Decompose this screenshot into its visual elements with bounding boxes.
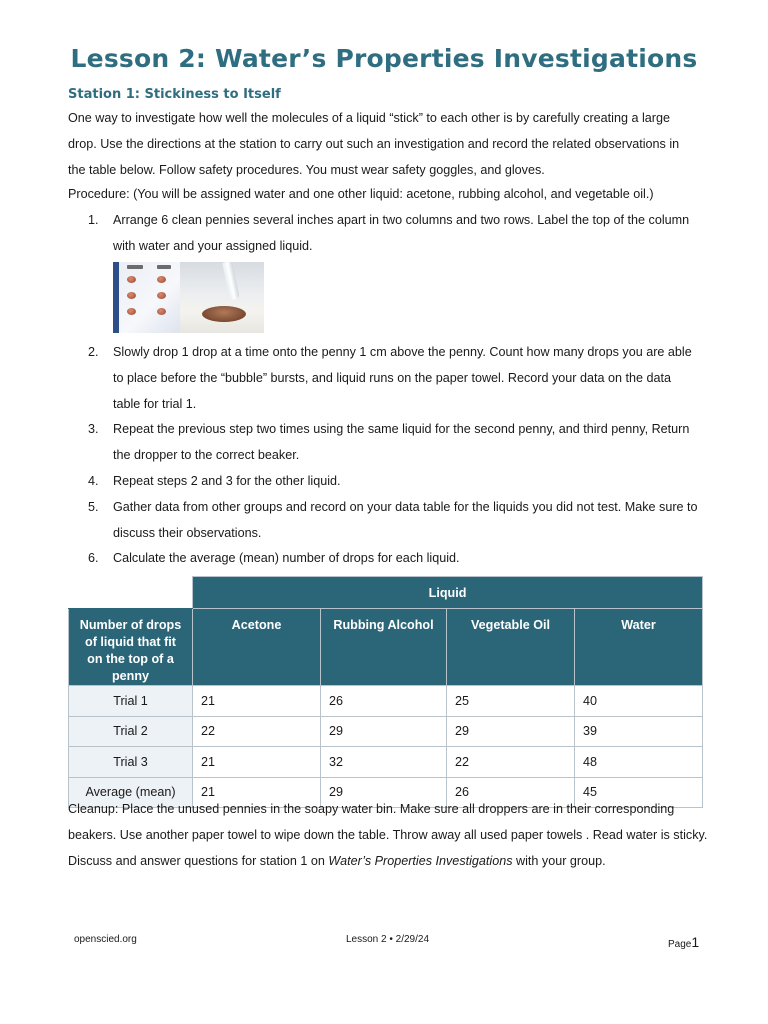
cleanup-italic-title: Water’s Properties Investigations [328,854,513,868]
table-cell: 48 [575,747,703,778]
table-cell: 22 [447,747,575,778]
procedure-text: Procedure: (You will be assigned water and one other liquid: acetone, rubbing alcohol, and vegetable oil.) [68,187,654,201]
step-text: Calculate the average (mean) number of drops for each liquid. [113,551,460,565]
table-cell: 39 [575,716,703,747]
column-header: Water [575,609,703,686]
row-header-cell: Number of drops of liquid that fit on the top of a penny [69,609,193,686]
station-heading: Station 1: Stickiness to Itself [68,87,281,102]
cleanup-paragraph [68,796,708,874]
footer-page [668,934,699,950]
step-text: Repeat steps 2 and 3 for the other liquid. [113,474,341,488]
table-cell: 26 [447,777,575,808]
penny-layout-photo [113,262,180,333]
table-cell: 32 [321,747,447,778]
procedure-step [88,494,698,546]
step-number: 5. [88,500,99,514]
step-number: 4. [88,474,99,488]
procedure-step [88,468,698,494]
footer-lesson-date: Lesson 2 • 2/29/24 [346,934,430,945]
row-label: Average (mean) [69,777,193,808]
page-label: Page [668,939,692,950]
row-label: Trial 1 [69,686,193,717]
procedure-step [88,416,698,468]
step-number: 1. [88,213,99,227]
table-cell: 22 [193,716,321,747]
table-cell: 26 [321,686,447,717]
row-label: Trial 2 [69,716,193,747]
table-row [69,716,703,747]
table-corner [69,577,193,609]
table-cell: 40 [575,686,703,717]
step-number: 2. [88,345,99,359]
table-cell: 29 [321,716,447,747]
step-number: 3. [88,422,99,436]
intro-paragraph: One way to investigate how well the molecules of a liquid “stick” to each other is by carefully creating a large drop. Use the directions at the station to carry out such an investigation and record the related observations in the table below. Follow safety procedures. You must wear safety goggles, and gloves. [68,111,680,177]
step-text: Repeat the previous step two times using the same liquid for the second penny, and third penny, Return the dropper to the correct beaker. [113,422,690,462]
liquid-group-header: Liquid [193,577,703,609]
table-row [69,686,703,717]
procedure-step [88,545,698,571]
table-row [69,747,703,778]
page-title: Lesson 2: Water’s Properties Investigations [70,44,698,73]
step-text: Arrange 6 clean pennies several inches apart in two columns and two rows. Label the top of the column with water and your assigned liquid. [113,213,690,253]
footer-site: openscied.org [74,934,137,945]
row-label: Trial 3 [69,747,193,778]
table-cell: 29 [447,716,575,747]
table-cell: 21 [193,686,321,717]
procedure-step [88,339,698,417]
procedure-step [88,207,698,259]
table-cell: 29 [321,777,447,808]
table-cell: 25 [447,686,575,717]
step-text: Gather data from other groups and record on your data table for the liquids you did not test. Make sure to discuss their observations. [113,500,698,540]
page-number: 1 [691,934,700,950]
drops-data-table [68,576,703,808]
step-number: 6. [88,551,99,565]
cleanup-text-end: with your group. [512,854,606,868]
table-cell: 21 [193,777,321,808]
step-text: Slowly drop 1 drop at a time onto the penny 1 cm above the penny. Count how many drops you are able to place before the “bubble” bursts, and liquid runs on the paper towel. Record your data on the data table for trial 1. [113,345,692,411]
cleanup-text: Cleanup: Place the unused pennies in the soapy water bin. Make sure all droppers are in their corresponding beakers. Use another paper towel to wipe down the table. Throw away all used paper towels . Read water is sticky. Discuss and answer questions for station 1 on [68,802,708,868]
column-header: Vegetable Oil [447,609,575,686]
column-header: Acetone [193,609,321,686]
table-cell: 21 [193,747,321,778]
penny-photos [113,262,264,333]
table-cell: 45 [575,777,703,808]
column-header: Rubbing Alcohol [321,609,447,686]
drop-on-penny-photo [180,262,264,333]
